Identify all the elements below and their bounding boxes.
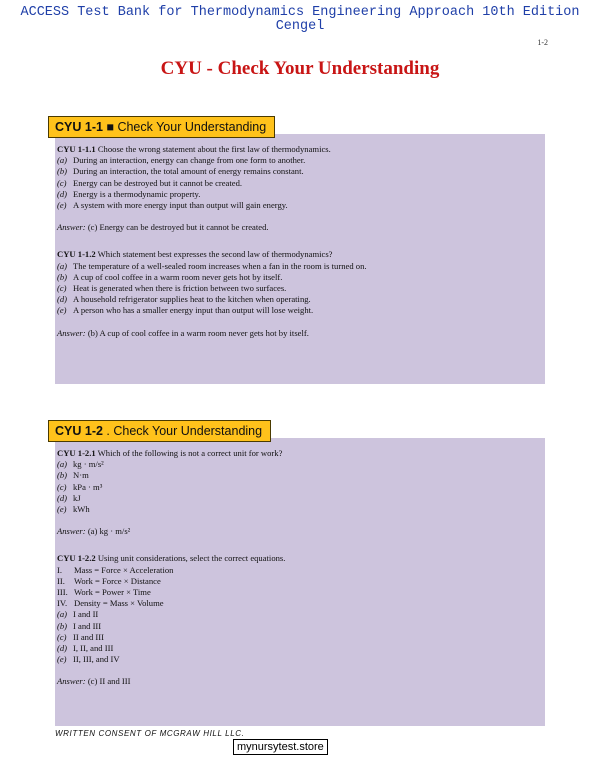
option-text: Heat is generated when there is friction between two surfaces. (73, 283, 287, 294)
page-title: CYU - Check Your Understanding (160, 58, 440, 79)
section-label-text: Check Your Understanding (113, 424, 263, 438)
option-b (57, 166, 543, 177)
question-number: CYU 1-2.2 (57, 553, 96, 564)
option-letter: (c) (57, 177, 67, 188)
answer-text: (b) A cup of cool coffee in a warm room never gets hot by itself. (87, 327, 309, 338)
option-text: A person who has a smaller energy input than output will lose weight. (73, 305, 314, 316)
roman-numeral: III. (57, 587, 68, 598)
question-text: Using unit considerations, select the correct equations. (97, 553, 286, 564)
option-letter: (e) (57, 305, 67, 316)
roman-text: Density = Mass × Volume (74, 598, 164, 609)
question-number: CYU 1-2.1 (57, 448, 96, 458)
option-text: Energy is a thermodynamic property. (73, 188, 201, 199)
option-letter: (e) (57, 504, 67, 515)
option-text: Energy can be destroyed but it cannot be created. (73, 177, 243, 188)
roman-numeral: I. (57, 564, 63, 575)
banner-line-1: ACCESS Test Bank for Thermodynamics Engineering Approach 10th Edition (20, 5, 580, 20)
option-letter: (a) (57, 459, 68, 470)
question-text: Which statement best expresses the second law of thermodynamics? (97, 249, 333, 260)
option-c (57, 482, 543, 493)
option-letter: (a) (57, 609, 68, 620)
option-text: N·m (73, 470, 89, 481)
question-cyu-1-1-2 (57, 249, 543, 338)
option-text: The temperature of a well-sealed room increases when a fan in the room is turned on. (73, 260, 367, 271)
option-text: A system with more energy input than output will gain energy. (73, 200, 288, 211)
option-text: During an interaction, the total amount of energy remains constant. (73, 166, 304, 177)
option-b (57, 621, 543, 632)
copyright-note: WRITTEN CONSENT OF MCGRAW HILL LLC. (55, 729, 245, 738)
option-text: II and III (73, 631, 105, 642)
watermark-link[interactable]: mynursytest.store (233, 739, 328, 755)
option-letter: (b) (57, 620, 68, 631)
option-text: I and III (73, 620, 102, 631)
option-letter: (d) (57, 188, 68, 199)
page-banner (0, 6, 600, 34)
option-text: A cup of cool coffee in a warm room never gets hot by itself. (73, 271, 283, 282)
option-text: kJ (73, 492, 81, 503)
option-letter: (d) (57, 492, 68, 503)
option-letter: (b) (57, 271, 68, 282)
option-letter: (e) (57, 654, 67, 665)
option-d (57, 294, 543, 305)
option-b (57, 272, 543, 283)
option-e (57, 200, 543, 211)
question-stem (57, 144, 543, 155)
banner-line-2: Cengel (275, 19, 325, 34)
answer-line (57, 328, 543, 339)
option-text: I, II, and III (73, 643, 114, 654)
question-cyu-1-1-1 (57, 144, 543, 233)
option-c (57, 632, 543, 643)
option-text: kWh (73, 504, 90, 515)
option-letter: (e) (57, 200, 67, 211)
section-label-prefix: CYU 1-1 (55, 120, 103, 134)
section-cyu-1-1 (55, 134, 545, 384)
option-d (57, 643, 543, 654)
option-letter: (a) (57, 260, 68, 271)
option-a (57, 459, 543, 470)
option-e (57, 305, 543, 316)
option-text: kg · m/s² (73, 459, 104, 470)
option-text: kPa · m³ (73, 481, 103, 492)
option-c (57, 283, 543, 294)
answer-label: Answer: (57, 327, 86, 338)
roman-text: Work = Force × Distance (74, 575, 161, 586)
option-text: II, III, and IV (73, 654, 120, 665)
section-label-cyu-1-2 (48, 420, 271, 442)
question-stem (57, 553, 543, 564)
option-letter: (c) (57, 283, 67, 294)
section-label-separator: ■ (102, 120, 118, 134)
question-number: CYU 1-1.1 (57, 144, 96, 154)
answer-line (57, 526, 543, 537)
question-stem (57, 249, 543, 260)
section-label-separator: . (102, 424, 114, 438)
option-letter: (d) (57, 294, 68, 305)
question-text: Choose the wrong statement about the first law of thermodynamics. (97, 144, 331, 154)
option-a (57, 609, 543, 620)
question-cyu-1-2-1 (57, 448, 543, 537)
roman-text: Work = Power × Time (74, 587, 151, 598)
answer-text: (c) Energy can be destroyed but it cannot be created. (87, 222, 269, 233)
answer-line (57, 222, 543, 233)
option-a (57, 155, 543, 166)
roman-item-4 (57, 598, 543, 609)
question-cyu-1-2-2 (57, 553, 543, 687)
section-label-cyu-1-1 (48, 116, 275, 138)
roman-item-2 (57, 576, 543, 587)
option-e (57, 504, 543, 515)
section-label-prefix: CYU 1-2 (55, 424, 103, 438)
option-b (57, 470, 543, 481)
roman-text: Mass = Force × Acceleration (74, 564, 174, 575)
answer-label: Answer: (57, 222, 86, 233)
option-c (57, 178, 543, 189)
option-letter: (b) (57, 470, 68, 481)
option-text: During an interaction, energy can change from one form to another. (73, 155, 306, 166)
section-content (55, 438, 543, 688)
option-d (57, 189, 543, 200)
option-letter: (c) (57, 481, 67, 492)
question-text: Which of the following is not a correct unit for work? (97, 448, 283, 458)
answer-line (57, 676, 543, 687)
option-d (57, 493, 543, 504)
option-letter: (d) (57, 643, 68, 654)
roman-item-1 (57, 565, 543, 576)
answer-text: (a) kg · m/s² (87, 526, 131, 537)
section-label-text: Check Your Understanding (117, 120, 267, 134)
option-a (57, 261, 543, 272)
section-content (55, 134, 543, 339)
option-letter: (b) (57, 166, 68, 177)
option-text: I and II (73, 609, 99, 620)
option-letter: (c) (57, 631, 67, 642)
answer-label: Answer: (57, 526, 86, 537)
page-number: 1-2 (537, 38, 548, 47)
roman-numeral: IV. (57, 598, 68, 609)
option-letter: (a) (57, 155, 68, 166)
question-stem (57, 448, 543, 459)
section-cyu-1-2 (55, 438, 545, 726)
roman-item-3 (57, 587, 543, 598)
option-text: A household refrigerator supplies heat to the kitchen when operating. (73, 294, 311, 305)
option-e (57, 654, 543, 665)
question-number: CYU 1-1.2 (57, 249, 96, 260)
roman-numeral: II. (57, 575, 65, 586)
answer-text: (c) II and III (87, 676, 131, 687)
answer-label: Answer: (57, 676, 86, 687)
